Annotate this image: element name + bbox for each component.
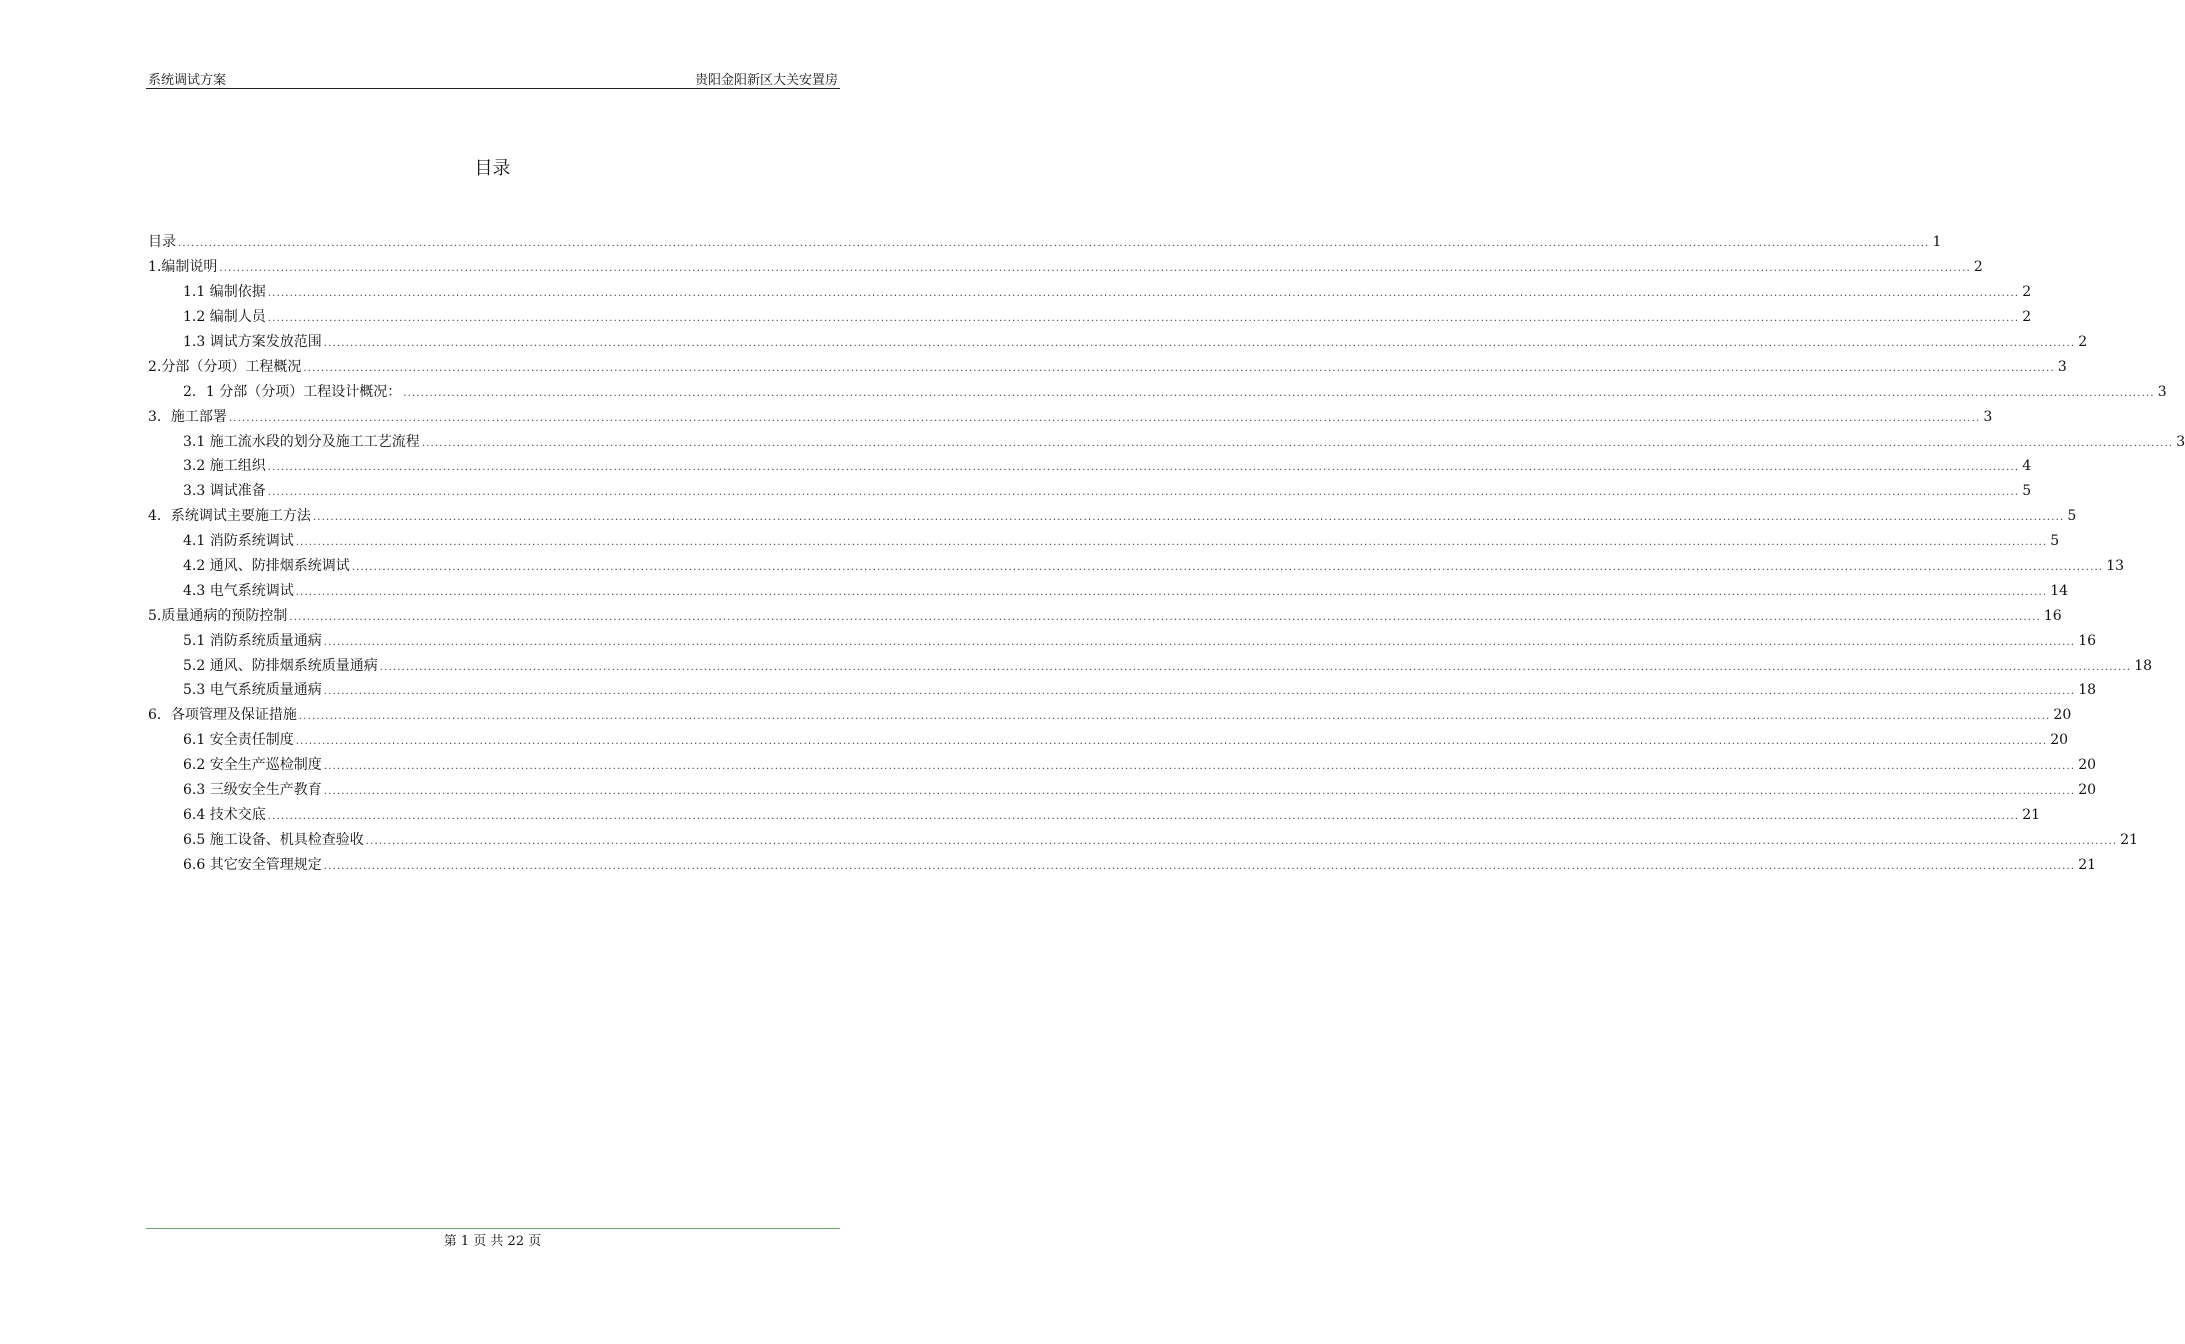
toc-entry-label: 6.2 安全生产巡检制度 <box>183 757 322 774</box>
toc-entry-page-number: 1 <box>1932 234 1942 251</box>
toc-entry-label: 4.3 电气系统调试 <box>183 582 294 599</box>
toc-entry[interactable] <box>148 554 2125 579</box>
toc-entry-page-number: 16 <box>2078 632 2097 649</box>
page-footer: 第 1 页 共 22 页 <box>443 1234 542 1249</box>
toc-entry-page-number: 20 <box>2078 757 2097 774</box>
toc-leader-dots: ................................................................................................................................................................................................................................................................................................................................................................................................................ <box>323 786 2076 798</box>
toc-entry[interactable] <box>148 852 2097 877</box>
toc-entry-label: 3.1 施工流水段的划分及施工工艺流程 <box>183 433 420 450</box>
toc-leader-dots: ................................................................................................................................................................................................................................................................................................................................................................................................................ <box>323 636 2076 648</box>
toc-entry-label: 6.5 施工设备、机具检查验收 <box>183 831 364 848</box>
toc-entry-label: 1.2 编制人员 <box>183 309 266 326</box>
toc-entry-label: 2.分部（分项）工程概况 <box>148 358 302 375</box>
toc-leader-dots: ................................................................................................................................................................................................................................................................................................................................................................................................................ <box>379 661 2132 673</box>
toc-title: 目录 <box>474 158 511 179</box>
toc-leader-dots: ................................................................................................................................................................................................................................................................................................................................................................................................................ <box>323 860 2076 872</box>
toc-entry[interactable] <box>148 354 2067 379</box>
toc-entry-page-number: 2 <box>1973 259 1983 276</box>
toc-entry-page-number: 5 <box>2050 533 2060 550</box>
toc-entry-label: 6.3 三级安全生产教育 <box>183 782 322 799</box>
toc-leader-dots: ................................................................................................................................................................................................................................................................................................................................................................................................................ <box>267 288 2020 300</box>
toc-entry[interactable] <box>148 454 2032 479</box>
toc-leader-dots: ................................................................................................................................................................................................................................................................................................................................................................................................................ <box>219 263 1971 275</box>
toc-leader-dots: ................................................................................................................................................................................................................................................................................................................................................................................................................ <box>267 487 2020 499</box>
toc-leader-dots: ................................................................................................................................................................................................................................................................................................................................................................................................................ <box>298 711 2051 723</box>
toc-entry-page-number: 21 <box>2120 831 2139 848</box>
toc-entry[interactable] <box>148 529 2060 554</box>
toc-entry-page-number: 14 <box>2050 582 2069 599</box>
toc-leader-dots: ................................................................................................................................................................................................................................................................................................................................................................................................................ <box>323 686 2076 698</box>
toc-leader-dots: ................................................................................................................................................................................................................................................................................................................................................................................................................ <box>289 611 2041 623</box>
header-divider <box>146 88 840 89</box>
toc-entry-page-number: 21 <box>2022 806 2041 823</box>
toc-entry-page-number: 3 <box>2157 383 2167 400</box>
toc-entry-page-number: 3 <box>1983 408 1993 425</box>
toc-entry-label: 5.1 消防系统质量通病 <box>183 632 322 649</box>
toc-leader-dots: ................................................................................................................................................................................................................................................................................................................................................................................................................ <box>403 387 2155 399</box>
page-header-right: 贵阳金阳新区大关安置房 <box>694 73 838 88</box>
toc-entry-page-number: 4 <box>2022 458 2032 475</box>
toc-entry-label: 6．各项管理及保证措施 <box>148 707 297 724</box>
toc-entry-page-number: 3 <box>2176 433 2185 450</box>
toc-entry-page-number: 20 <box>2050 732 2069 749</box>
toc-entry[interactable] <box>148 578 2069 603</box>
toc-entry-page-number: 18 <box>2134 657 2153 674</box>
toc-entry-label: 6.4 技术交底 <box>183 806 266 823</box>
toc-entry-label: 4.2 通风、防排烟系统调试 <box>183 558 350 575</box>
toc-entry[interactable] <box>148 504 2077 529</box>
toc-entry-page-number: 20 <box>2053 707 2072 724</box>
toc-leader-dots: ................................................................................................................................................................................................................................................................................................................................................................................................................ <box>267 313 2020 325</box>
toc-entry-page-number: 3 <box>2057 358 2067 375</box>
toc-leader-dots: ................................................................................................................................................................................................................................................................................................................................................................................................................ <box>295 537 2048 549</box>
toc-entry-page-number: 5 <box>2067 508 2077 525</box>
toc-entry[interactable] <box>148 479 2032 504</box>
toc-entry-label: 6.6 其它安全管理规定 <box>183 856 322 873</box>
toc-entry[interactable] <box>148 429 2185 454</box>
toc-entry-page-number: 2 <box>2022 309 2032 326</box>
table-of-contents <box>148 230 2185 877</box>
toc-entry-label: 4．系统调试主要施工方法 <box>148 508 311 525</box>
toc-entry[interactable] <box>148 230 1942 255</box>
toc-entry-label: 1.1 编制依据 <box>183 284 266 301</box>
toc-entry-label: 5.质量通病的预防控制 <box>148 607 288 624</box>
toc-leader-dots: ................................................................................................................................................................................................................................................................................................................................................................................................................ <box>228 412 1981 424</box>
toc-entry-label: 3．施工部署 <box>148 408 227 425</box>
toc-entry-label: 6.1 安全责任制度 <box>183 732 294 749</box>
toc-entry-label: 2．1 分部（分项）工程设计概况： <box>183 383 402 400</box>
toc-entry[interactable] <box>148 379 2167 404</box>
toc-entry-page-number: 16 <box>2043 607 2062 624</box>
toc-entry-label: 1.3 调试方案发放范围 <box>183 334 322 350</box>
toc-entry[interactable] <box>148 678 2097 703</box>
toc-entry-label: 1.编制说明 <box>148 259 218 276</box>
toc-entry-page-number: 20 <box>2078 782 2097 799</box>
toc-leader-dots: ................................................................................................................................................................................................................................................................................................................................................................................................................ <box>351 562 2104 574</box>
toc-entry[interactable] <box>148 628 2097 653</box>
toc-leader-dots: ................................................................................................................................................................................................................................................................................................................................................................................................................ <box>421 437 2174 449</box>
toc-entry[interactable] <box>148 802 2041 827</box>
toc-entry-page-number: 2 <box>2022 284 2032 301</box>
toc-entry[interactable] <box>148 603 2062 628</box>
toc-leader-dots: ................................................................................................................................................................................................................................................................................................................................................................................................................ <box>267 810 2020 822</box>
toc-entry[interactable] <box>148 827 2139 852</box>
footer-divider <box>146 1228 840 1229</box>
toc-entry-label: 4.1 消防系统调试 <box>183 533 294 550</box>
toc-leader-dots: ................................................................................................................................................................................................................................................................................................................................................................................................................ <box>303 362 2055 374</box>
toc-entry-label: 5.2 通风、防排烟系统质量通病 <box>183 657 378 674</box>
toc-leader-dots: ................................................................................................................................................................................................................................................................................................................................................................................................................ <box>323 761 2076 773</box>
toc-leader-dots: ................................................................................................................................................................................................................................................................................................................................................................................................................ <box>295 586 2048 598</box>
toc-entry-label: 5.3 电气系统质量通病 <box>183 682 322 699</box>
toc-entry-page-number: 13 <box>2106 558 2125 575</box>
toc-leader-dots: ................................................................................................................................................................................................................................................................................................................................................................................................................ <box>267 462 2020 474</box>
toc-entry[interactable] <box>148 404 1993 429</box>
toc-entry[interactable] <box>148 753 2097 778</box>
toc-entry[interactable] <box>148 778 2097 803</box>
toc-entry[interactable] <box>148 280 2032 305</box>
toc-entry[interactable] <box>148 330 2088 355</box>
toc-leader-dots: ................................................................................................................................................................................................................................................................................................................................................................................................................ <box>365 835 2118 847</box>
toc-leader-dots: ................................................................................................................................................................................................................................................................................................................................................................................................................ <box>323 338 2076 349</box>
toc-entry-page-number: 21 <box>2078 856 2097 873</box>
toc-entry[interactable] <box>148 305 2032 330</box>
toc-entry[interactable] <box>148 653 2153 678</box>
toc-leader-dots: ................................................................................................................................................................................................................................................................................................................................................................................................................ <box>295 736 2048 748</box>
toc-entry-label: 3.2 施工组织 <box>183 458 266 475</box>
page-header-left: 系统调试方案 <box>148 73 227 88</box>
toc-leader-dots: ................................................................................................................................................................................................................................................................................................................................................................................................................ <box>178 238 1930 250</box>
toc-entry[interactable] <box>148 703 2072 728</box>
toc-entry-label: 目录 <box>148 234 176 251</box>
toc-entry-page-number: 18 <box>2078 682 2097 699</box>
toc-entry-label: 3.3 调试准备 <box>183 483 266 500</box>
toc-entry[interactable] <box>148 728 2069 753</box>
toc-leader-dots: ................................................................................................................................................................................................................................................................................................................................................................................................................ <box>312 512 2065 524</box>
toc-entry-page-number: 5 <box>2022 483 2032 500</box>
toc-entry[interactable] <box>148 255 1983 280</box>
toc-entry-page-number: 2 <box>2078 334 2088 350</box>
